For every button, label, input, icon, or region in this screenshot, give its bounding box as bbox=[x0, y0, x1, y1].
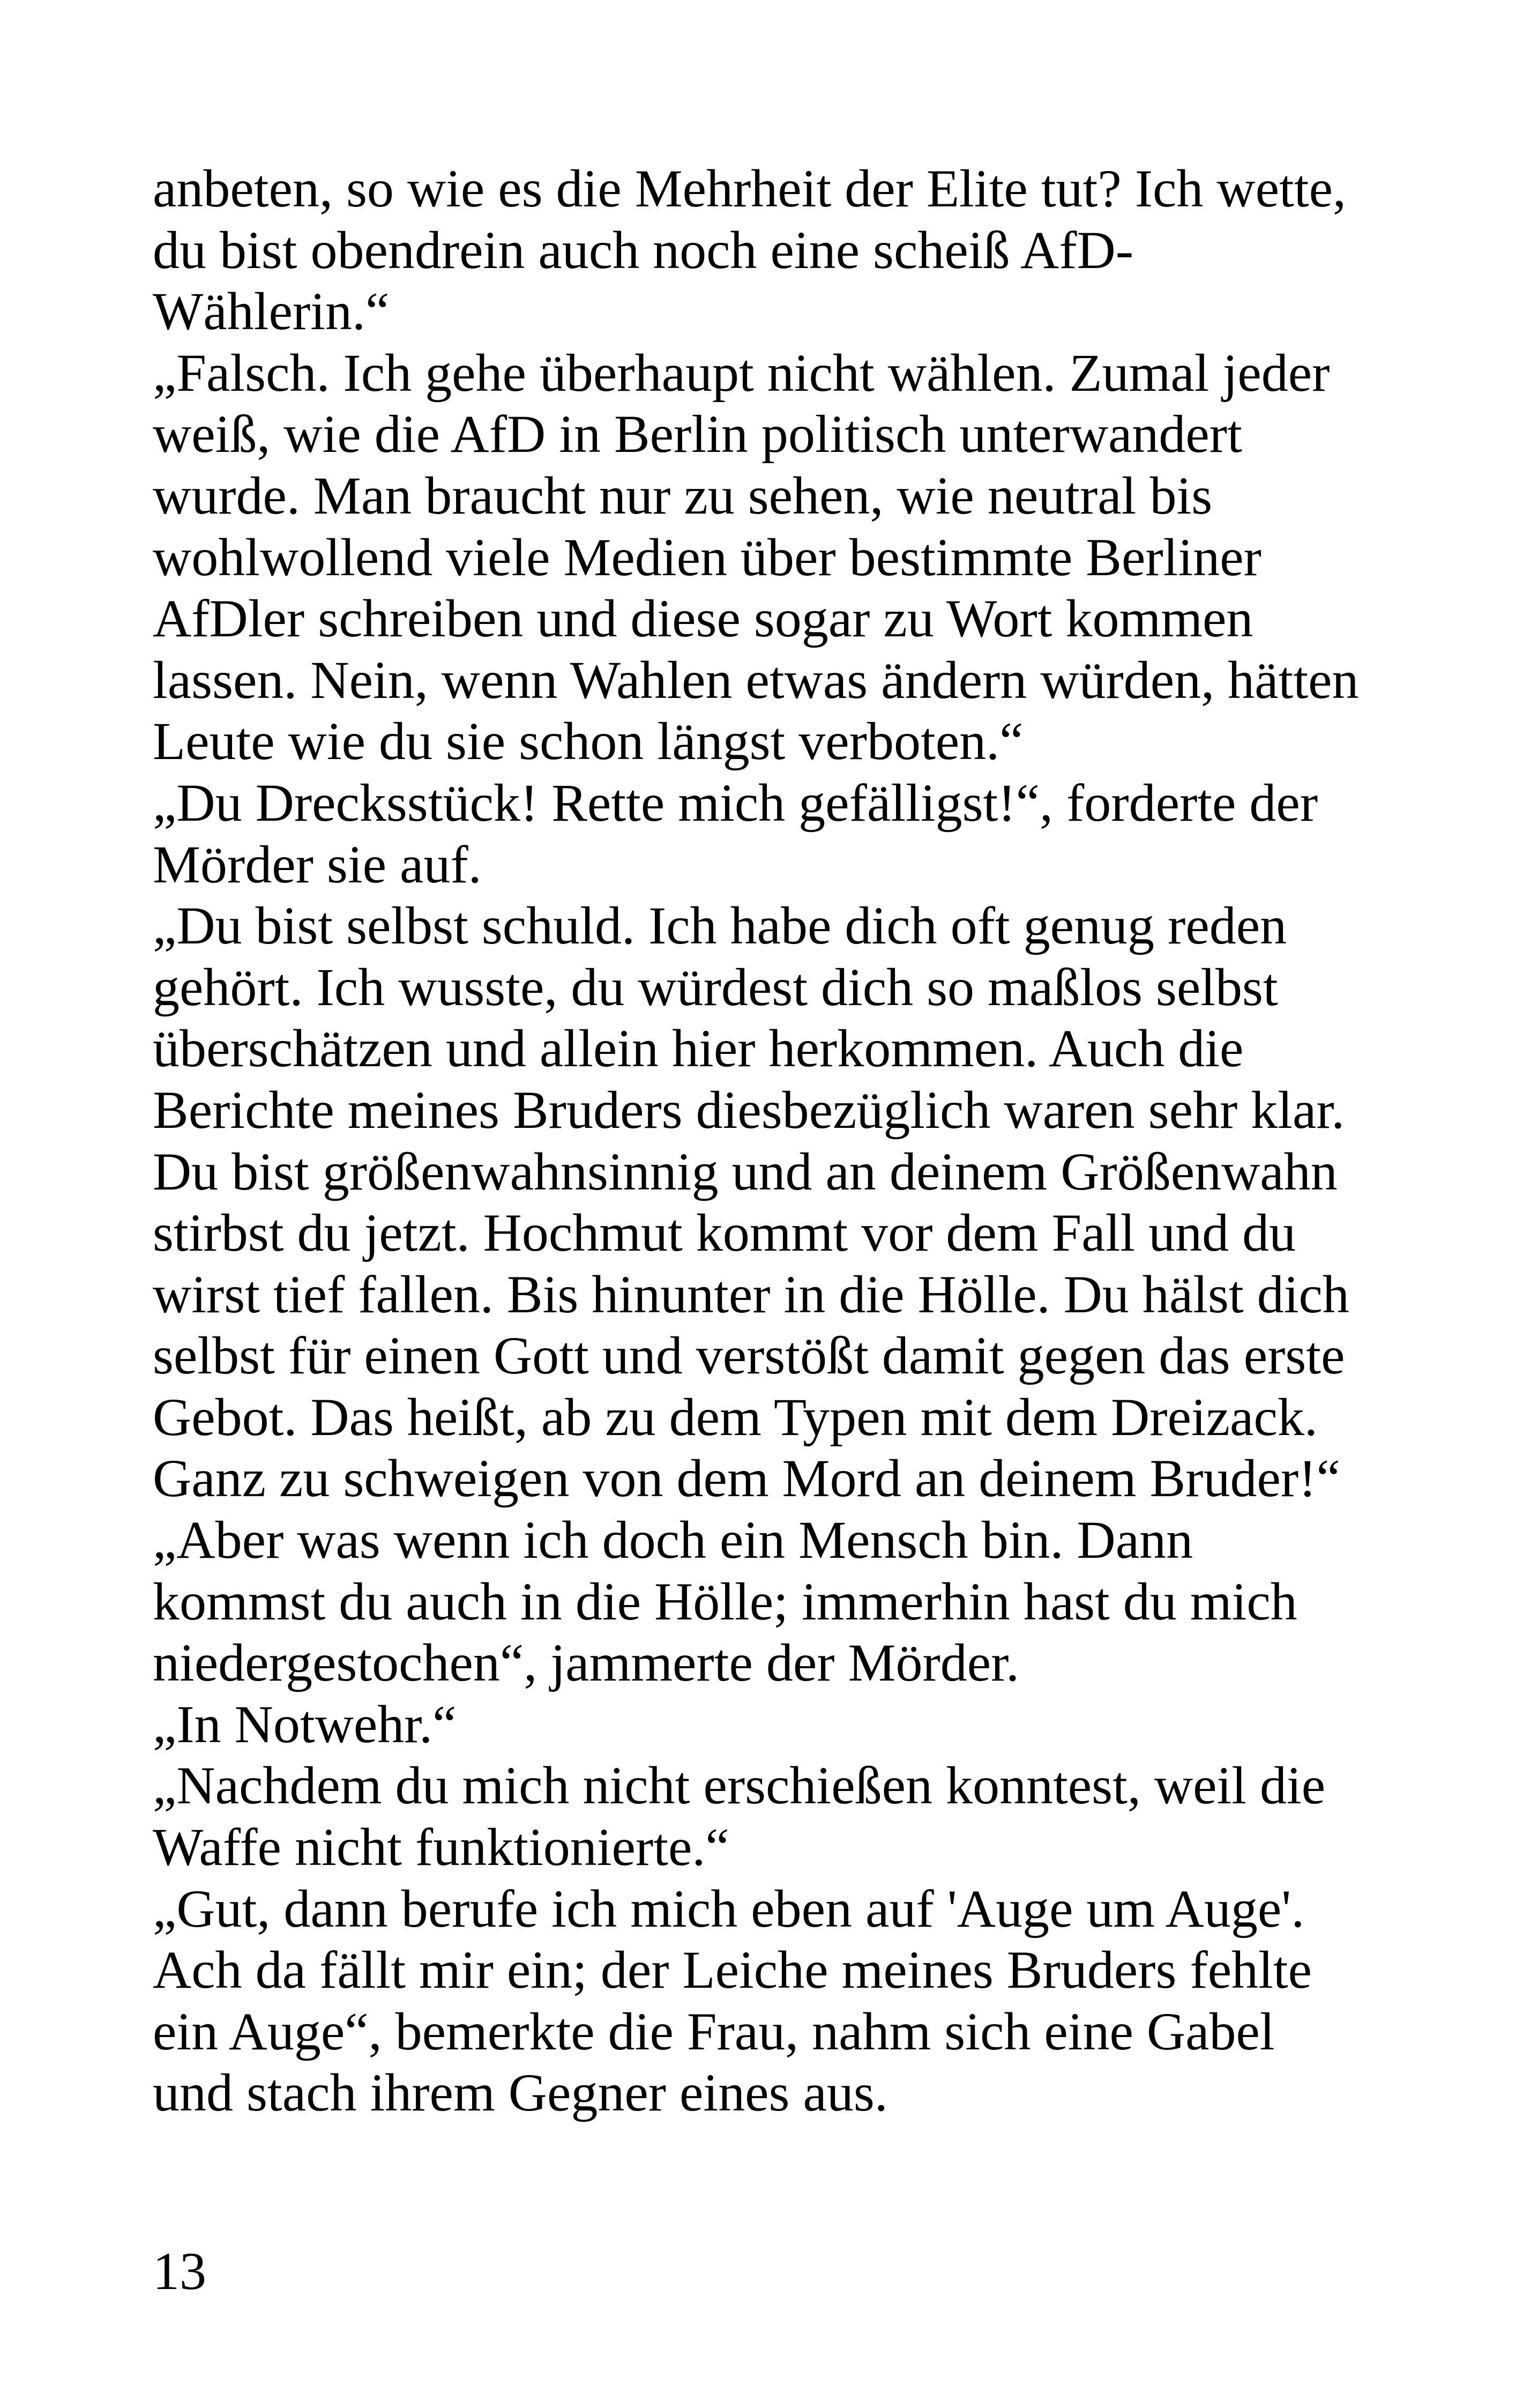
text-line: „Du Drecksstück! Rette mich gefälligst!“, forderte der bbox=[153, 772, 1318, 833]
page-number: 13 bbox=[153, 2241, 206, 2301]
text-line: AfDler schreiben und diese sogar zu Wort kommen bbox=[153, 589, 1253, 649]
text-line: Leute wie du sie schon längst verboten.“ bbox=[153, 711, 1024, 771]
text-line: Waffe nicht funktionierte.“ bbox=[153, 1817, 729, 1877]
text-line: niedergestochen“, jammerte der Mörder. bbox=[153, 1633, 1019, 1693]
text-line: stirbst du jetzt. Hochmut kommt vor dem Fall und du bbox=[153, 1203, 1296, 1263]
text-line: Berichte meines Bruders diesbezüglich waren sehr klar. bbox=[153, 1080, 1345, 1140]
text-line: du bist obendrein auch noch eine scheiß AfD- bbox=[153, 220, 1134, 280]
text-line: Ganz zu schweigen von dem Mord an deinem Bruder!“ bbox=[153, 1448, 1340, 1508]
text-line: Ach da fällt mir ein; der Leiche meines Bruders fehlte bbox=[153, 1940, 1312, 2000]
text-line: „Nachdem du mich nicht erschießen konntest, weil die bbox=[153, 1756, 1326, 1816]
text-line: wirst tief fallen. Bis hinunter in die Hölle. Du hälst dich bbox=[153, 1264, 1349, 1324]
text-line: Gebot. Das heißt, ab zu dem Typen mit dem Dreizack. bbox=[153, 1387, 1318, 1447]
text-line: kommst du auch in die Hölle; immerhin hast du mich bbox=[153, 1571, 1297, 1631]
text-line: wohlwollend viele Medien über bestimmte Berliner bbox=[153, 527, 1261, 587]
text-line: ein Auge“, bemerkte die Frau, nahm sich eine Gabel bbox=[153, 2001, 1275, 2061]
text-line: „Falsch. Ich gehe überhaupt nicht wählen. Zumal jeder bbox=[153, 343, 1330, 403]
text-line: selbst für einen Gott und verstößt damit gegen das erste bbox=[153, 1326, 1345, 1386]
text-line: Wählerin.“ bbox=[153, 281, 390, 341]
text-line: anbeten, so wie es die Mehrheit der Elite tut? Ich wette, bbox=[153, 159, 1346, 218]
text-line: überschätzen und allein hier herkommen. Auch die bbox=[153, 1019, 1244, 1079]
text-line: Mörder sie auf. bbox=[153, 834, 482, 894]
text-line: „In Notwehr.“ bbox=[153, 1694, 457, 1754]
text-line: gehört. Ich wusste, du würdest dich so maßlos selbst bbox=[153, 957, 1278, 1017]
text-line: „Du bist selbst schuld. Ich habe dich oft genug reden bbox=[153, 896, 1287, 956]
text-line: Du bist größenwahnsinnig und an deinem Größenwahn bbox=[153, 1141, 1338, 1201]
text-line: und stach ihrem Gegner eines aus. bbox=[153, 2063, 888, 2123]
text-line: wurde. Man braucht nur zu sehen, wie neutral bis bbox=[153, 465, 1213, 525]
page-body bbox=[153, 158, 1385, 2124]
text-line: „Aber was wenn ich doch ein Mensch bin. Dann bbox=[153, 1510, 1193, 1570]
text-line: „Gut, dann berufe ich mich eben auf 'Auge um Auge'. bbox=[153, 1878, 1305, 1938]
text-line: weiß, wie die AfD in Berlin politisch unterwandert bbox=[153, 404, 1242, 464]
text-line: lassen. Nein, wenn Wahlen etwas ändern würden, hätten bbox=[153, 650, 1359, 710]
